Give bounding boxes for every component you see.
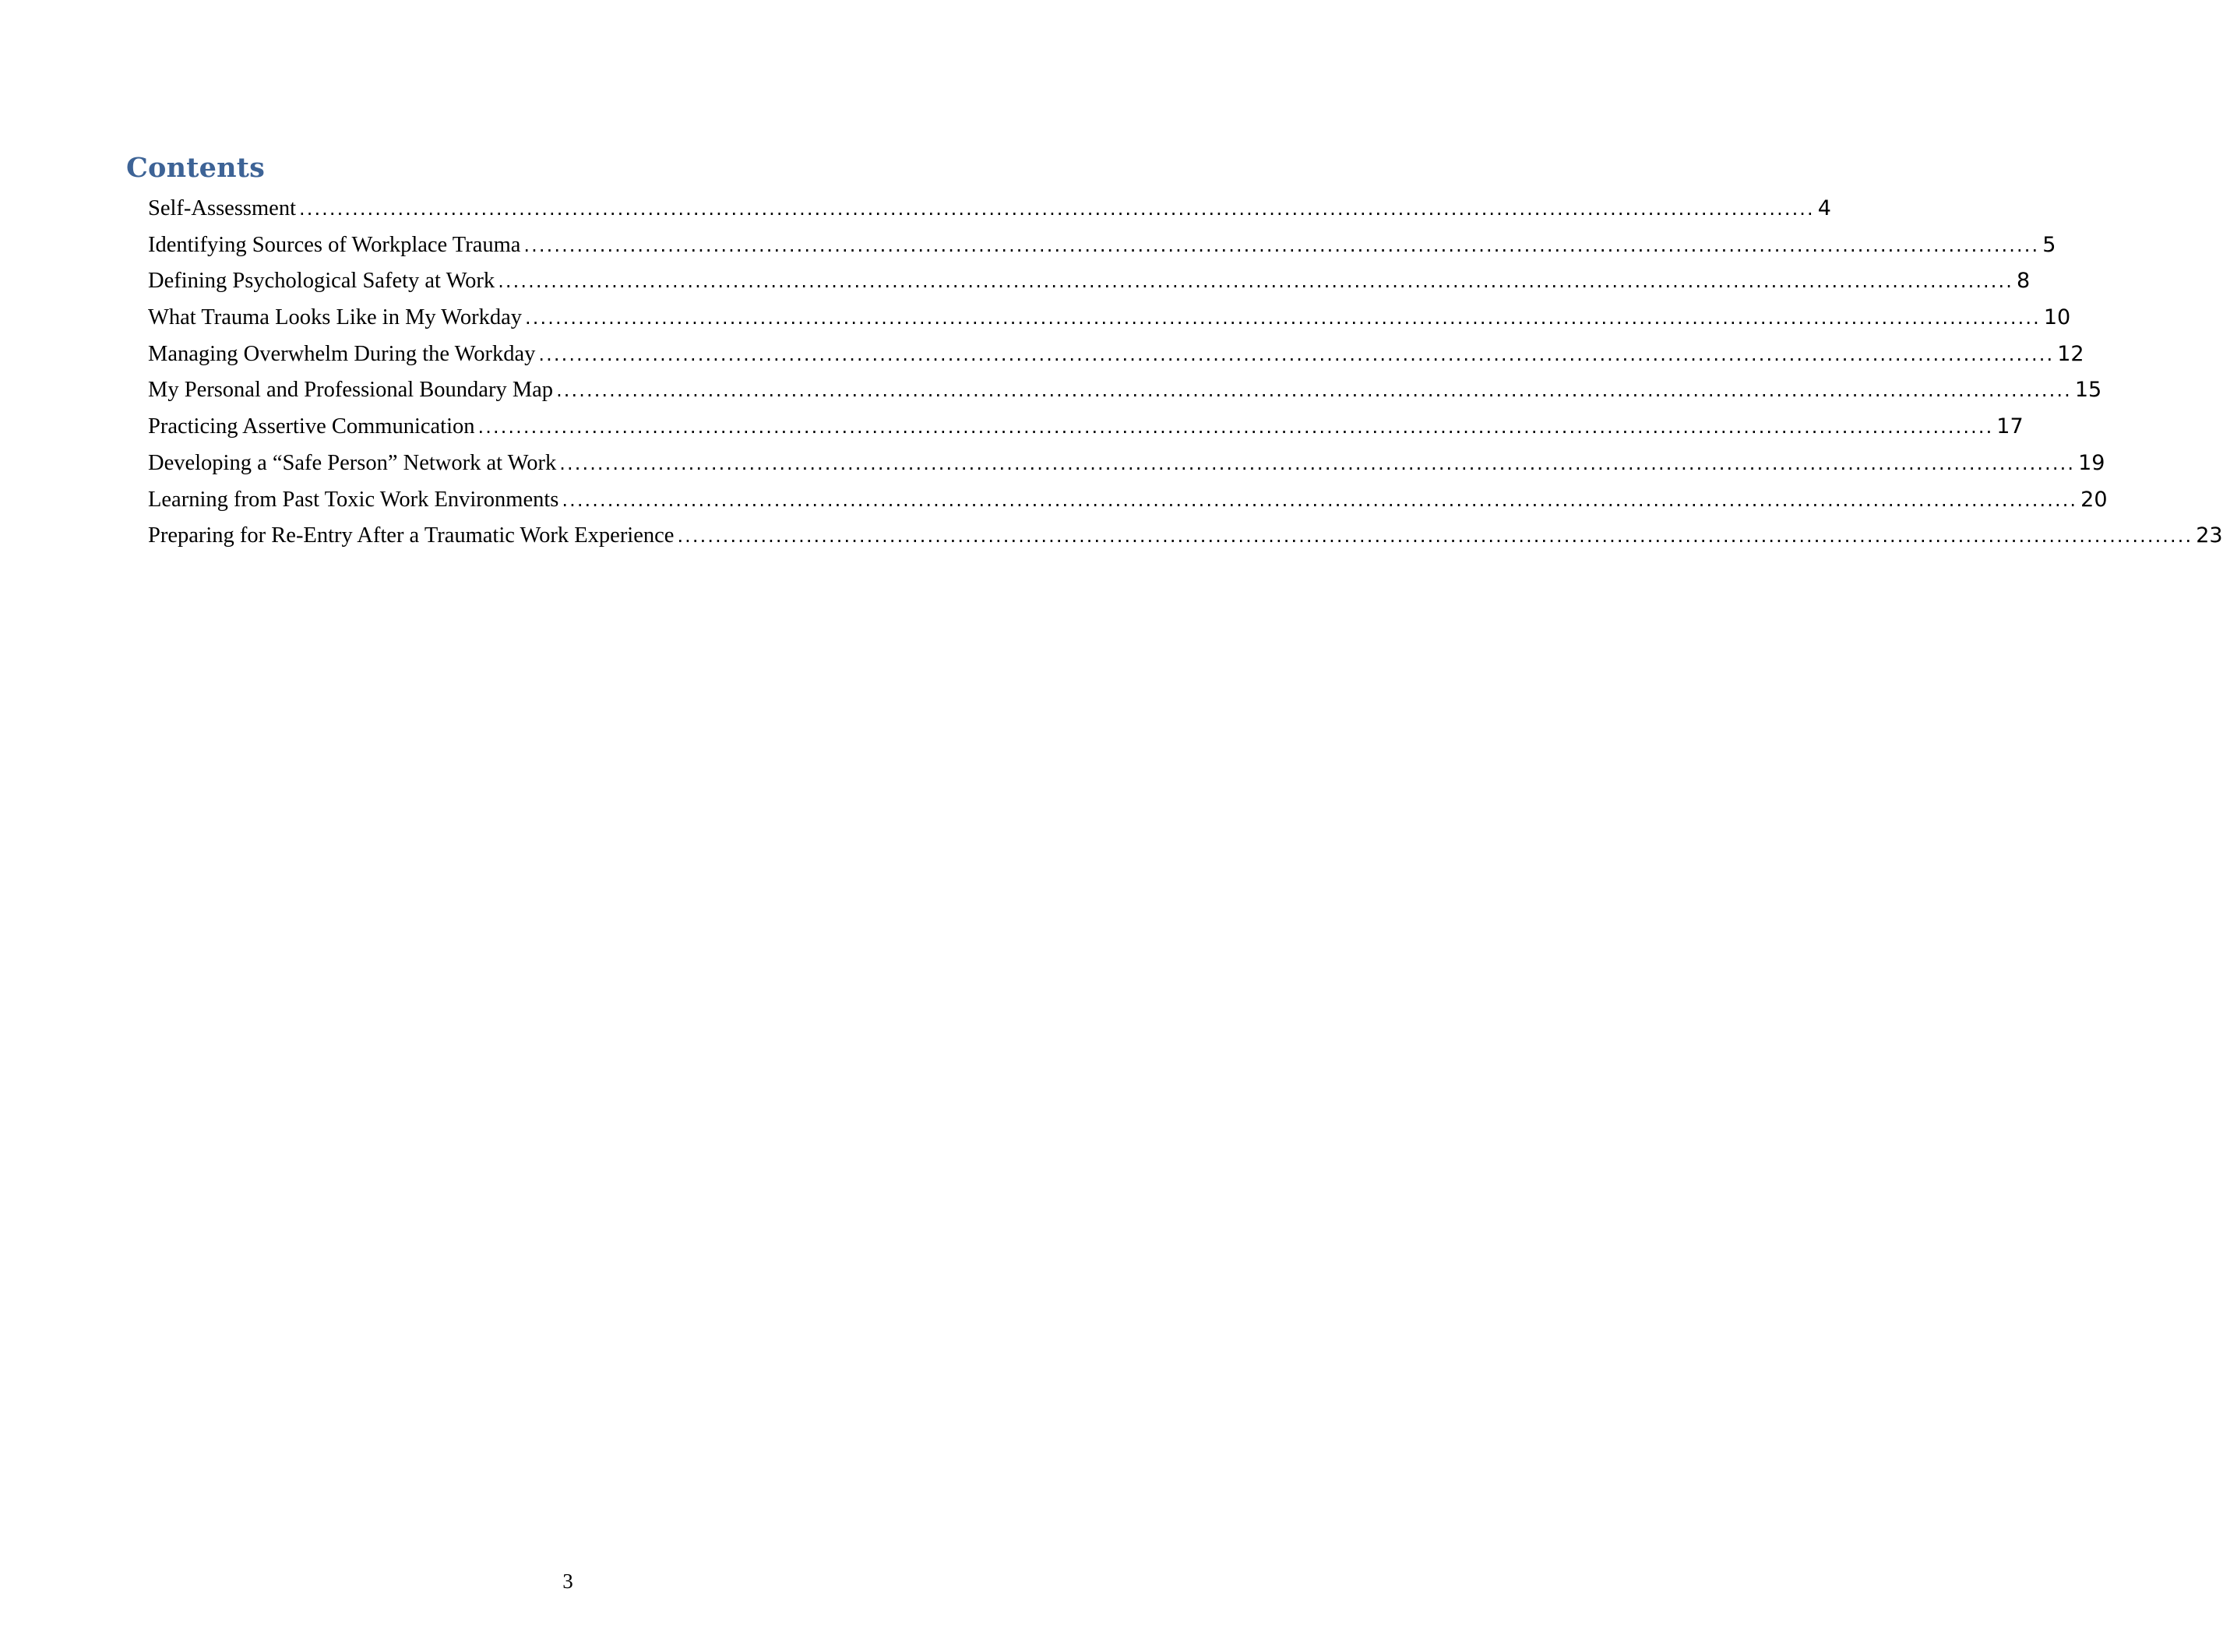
toc-entry-page: 5	[2042, 232, 2056, 257]
toc-entry[interactable]	[148, 263, 2031, 300]
toc-dot-leader: ........................................................................................................................................................................................................	[298, 198, 1815, 220]
toc-dot-leader: ........................................................................................................................................................................................................	[498, 270, 2013, 293]
toc-entry-title: Defining Psychological Safety at Work	[148, 269, 495, 294]
toc-entry[interactable]	[148, 191, 1831, 227]
toc-entry-title: Learning from Past Toxic Work Environments	[148, 487, 559, 512]
toc-entry-title: My Personal and Professional Boundary Map	[148, 378, 554, 403]
toc-entry[interactable]	[148, 336, 2084, 373]
toc-entry[interactable]	[148, 409, 2024, 446]
toc-entry-title: Practicing Assertive Communication	[148, 414, 475, 439]
toc-entry-page: 19	[2078, 450, 2105, 475]
toc-entry[interactable]	[148, 518, 2223, 555]
toc-entry-page: 23	[2196, 523, 2223, 548]
toc-entry-title: Preparing for Re-Entry After a Traumatic Work Experience	[148, 523, 675, 548]
toc-dot-leader: ........................................................................................................................................................................................................	[556, 379, 2072, 402]
toc-entry[interactable]	[148, 300, 2071, 336]
toc-entry[interactable]	[148, 482, 2108, 519]
toc-entry-title: Developing a “Safe Person” Network at Work	[148, 450, 557, 475]
toc-entry[interactable]	[148, 372, 2102, 409]
toc-dot-leader: ........................................................................................................................................................................................................	[523, 234, 2040, 256]
toc-entry-page: 15	[2074, 378, 2102, 403]
toc-entry-page: 17	[1996, 414, 2024, 439]
toc-entry-title: What Trauma Looks Like in My Workday	[148, 305, 523, 330]
toc-entry[interactable]	[148, 446, 2105, 482]
toc-entry-page: 10	[2043, 305, 2071, 330]
toc-dot-leader: ........................................................................................................................................................................................................	[525, 307, 2041, 329]
contents-heading: Contents	[126, 152, 266, 184]
table-of-contents	[148, 191, 2223, 555]
toc-entry[interactable]	[148, 227, 2056, 264]
toc-entry-page: 12	[2057, 341, 2084, 366]
page-number: 3	[562, 1569, 573, 1593]
toc-dot-leader: ........................................................................................................................................................................................................	[538, 343, 2055, 365]
toc-dot-leader: ........................................................................................................................................................................................................	[677, 525, 2193, 548]
toc-dot-leader: ........................................................................................................................................................................................................	[559, 452, 2076, 474]
toc-entry-page: 20	[2080, 487, 2108, 512]
toc-entry-title: Identifying Sources of Workplace Trauma	[148, 232, 521, 257]
toc-dot-leader: ........................................................................................................................................................................................................	[562, 488, 2078, 511]
toc-entry-page: 8	[2016, 269, 2031, 294]
toc-entry-title: Self-Assessment	[148, 196, 296, 220]
toc-dot-leader: ........................................................................................................................................................................................................	[477, 416, 1994, 439]
toc-entry-title: Managing Overwhelm During the Workday	[148, 341, 536, 366]
toc-entry-page: 4	[1817, 196, 1831, 220]
